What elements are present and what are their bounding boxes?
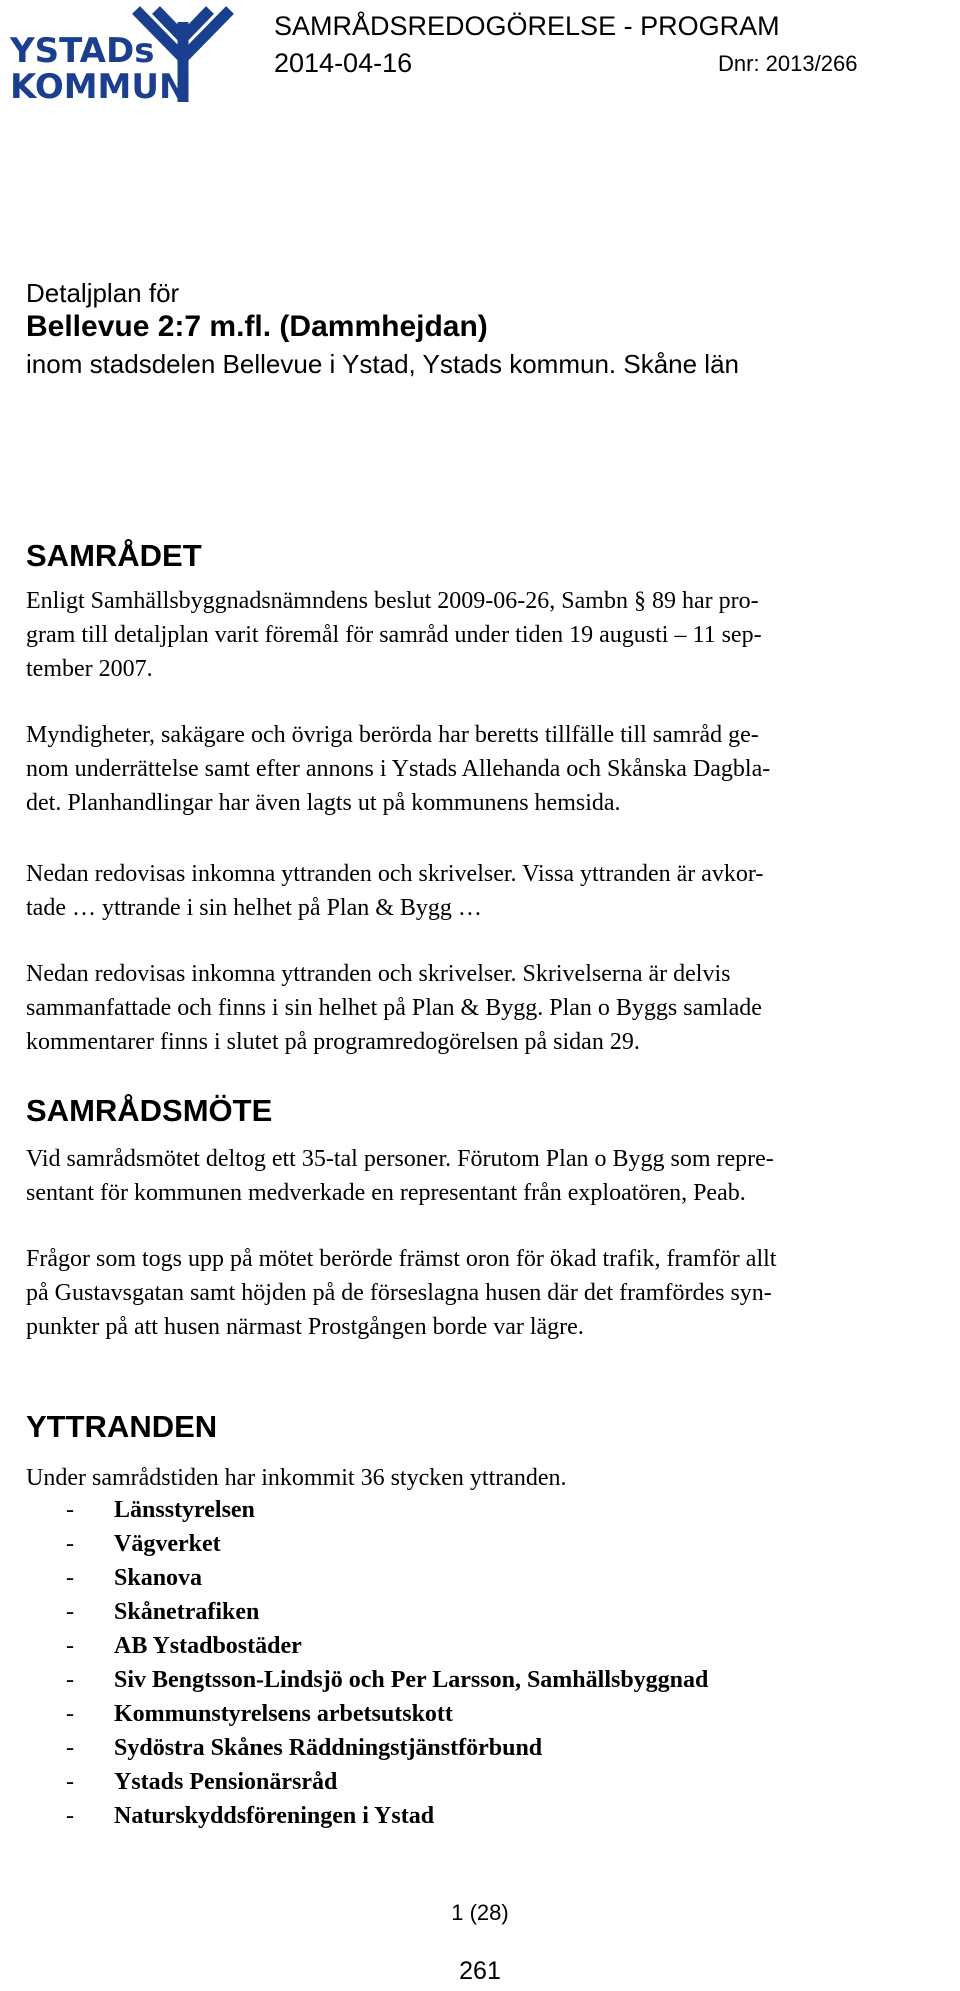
list-item-label: Siv Bengtsson-Lindsjö och Per Larsson, Samhällsbyggnad <box>114 1667 709 1693</box>
text-line: på Gustavsgatan samt höjden på de förseslagna husen där det framfördes syn- <box>26 1280 772 1306</box>
list-item-label: Sydöstra Skånes Räddningstjänstförbund <box>114 1735 543 1761</box>
document-date: 2014-04-16 <box>274 48 413 78</box>
page-number: 1 (28) <box>451 1900 509 1925</box>
folio-number: 261 <box>459 1957 501 1985</box>
list-dash: - <box>66 1667 74 1693</box>
document-registration-number: Dnr: 2013/266 <box>718 51 858 76</box>
list-dash: - <box>66 1769 74 1795</box>
list-dash: - <box>66 1565 74 1591</box>
ystads-kommun-logo <box>8 6 238 106</box>
text-line: Frågor som togs upp på mötet berörde främst oron för ökad trafik, framför allt <box>26 1246 777 1272</box>
list-item-label: Kommunstyrelsens arbetsutskott <box>114 1701 453 1727</box>
list-item-label: Länsstyrelsen <box>114 1497 255 1523</box>
text-line: sammanfattade och finns i sin helhet på Plan & Bygg. Plan o Byggs samlade <box>26 995 762 1021</box>
list-item-label: Ystads Pensionärsråd <box>114 1769 338 1795</box>
text-line: Vid samrådsmötet deltog ett 35-tal personer. Förutom Plan o Bygg som repre- <box>26 1146 774 1172</box>
text-line: Nedan redovisas inkomna yttranden och skrivelser. Vissa yttranden är avkor- <box>26 861 764 887</box>
text-line: kommentarer finns i slutet på programredogörelsen på sidan 29. <box>26 1029 640 1055</box>
logo-text-bottom: KOMMUN <box>10 67 188 106</box>
text-line: sentant för kommunen medverkade en representant från exploatören, Peab. <box>26 1180 746 1206</box>
list-dash: - <box>66 1701 74 1727</box>
text-line: punkter på att husen närmast Prostgången borde var lägre. <box>26 1314 584 1340</box>
list-item-label: Naturskyddsföreningen i Ystad <box>114 1803 435 1829</box>
list-dash: - <box>66 1735 74 1761</box>
list-dash: - <box>66 1531 74 1557</box>
text-line: nom underrättelse samt efter annons i Ystads Allehanda och Skånska Dagbla- <box>26 756 771 782</box>
list-dash: - <box>66 1497 74 1523</box>
section-heading-samradet: SAMRÅDET <box>26 538 202 573</box>
section-heading-yttranden: YTTRANDEN <box>26 1409 218 1444</box>
list-dash: - <box>66 1599 74 1625</box>
yttranden-intro <box>26 1461 960 1495</box>
text-line: tember 2007. <box>26 656 153 682</box>
plan-name: Bellevue 2:7 m.fl. (Dammhejdan) <box>26 310 488 343</box>
list-item-label: Skanova <box>114 1565 203 1591</box>
samradsmote-paragraph-2 <box>26 1242 960 1344</box>
list-item-label: Skånetrafiken <box>114 1599 260 1625</box>
list-dash: - <box>66 1803 74 1829</box>
samradet-paragraph-4 <box>26 957 960 1059</box>
text-line: Myndigheter, sakägare och övriga berörda har beretts tillfälle till samråd ge- <box>26 722 759 748</box>
text-line: gram till detaljplan varit föremål för samråd under tiden 19 augusti – 11 sep- <box>26 622 762 648</box>
list-item-label: Vägverket <box>114 1531 221 1557</box>
list-item-label: AB Ystadbostäder <box>114 1633 302 1659</box>
samradet-paragraph-1 <box>26 584 960 686</box>
plan-location: inom stadsdelen Bellevue i Ystad, Ystads kommun. Skåne län <box>26 349 740 379</box>
logo-text-top: YSTADs <box>10 31 155 71</box>
text-line: det. Planhandlingar har även lagts ut på kommunens hemsida. <box>26 790 621 816</box>
samradet-paragraph-3 <box>26 857 960 925</box>
text-line: Enligt Samhällsbyggnadsnämndens beslut 2009-06-26, Sambn § 89 har pro- <box>26 588 759 614</box>
plan-prefix: Detaljplan för <box>26 278 180 308</box>
samradet-paragraph-2 <box>26 718 960 820</box>
section-heading-samradsmote: SAMRÅDSMÖTE <box>26 1093 273 1128</box>
samradsmote-paragraph-1 <box>26 1142 960 1210</box>
text-line: Nedan redovisas inkomna yttranden och skrivelser. Skrivelserna är delvis <box>26 961 731 987</box>
list-dash: - <box>66 1633 74 1659</box>
document-type-title: SAMRÅDSREDOGÖRELSE - PROGRAM <box>274 11 780 41</box>
text-line: tade … yttrande i sin helhet på Plan & Bygg … <box>26 895 482 921</box>
text-line: Under samrådstiden har inkommit 36 stycken yttranden. <box>26 1465 567 1491</box>
